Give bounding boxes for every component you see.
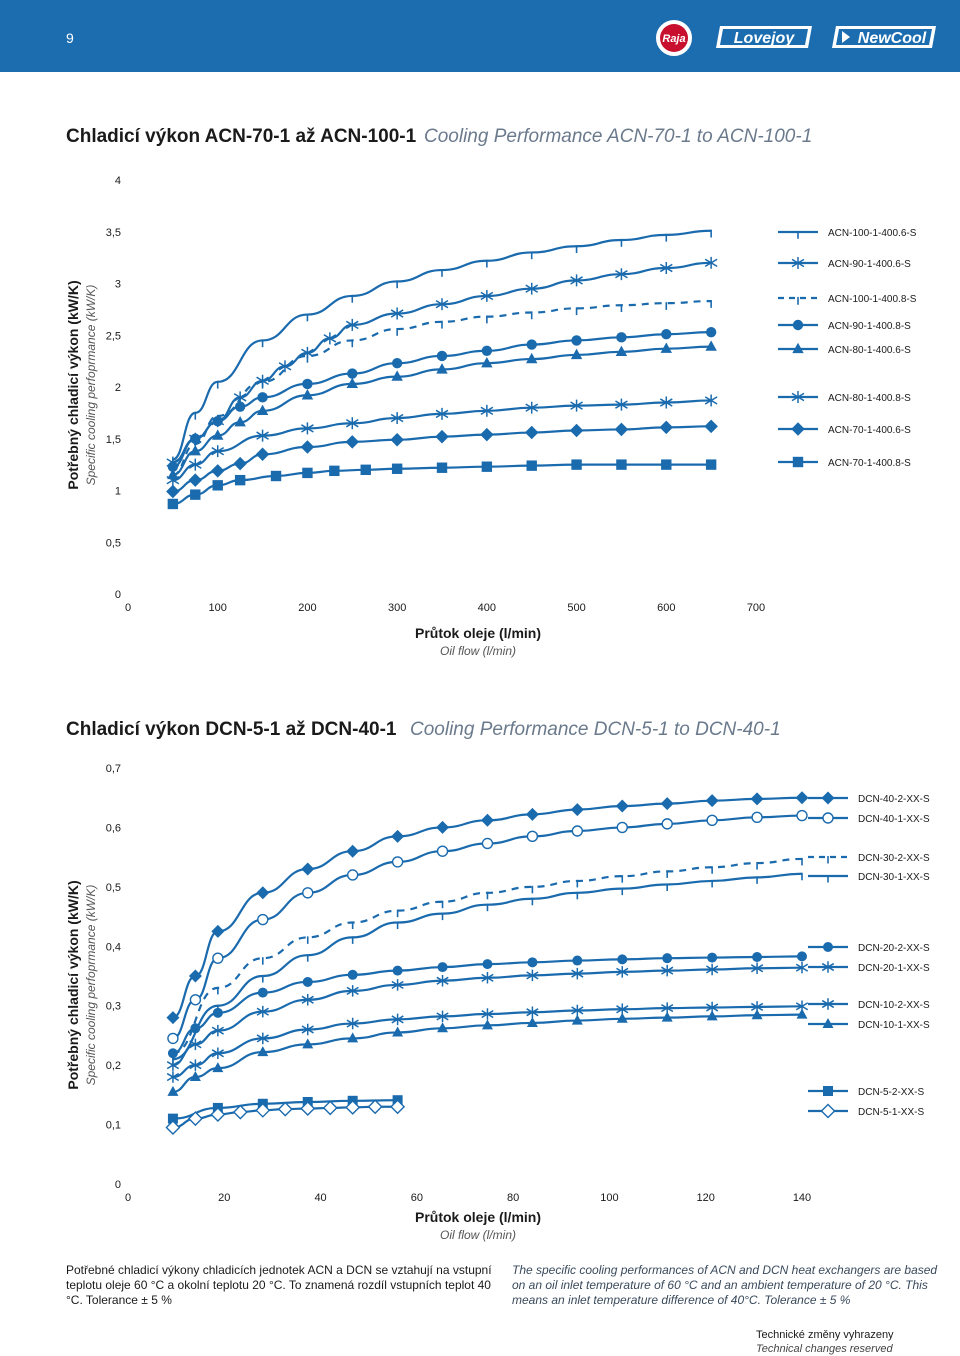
x-tick-label: 60 [410,1192,423,1204]
data-point [481,814,494,827]
legend-label: DCN-40-2-XX-S [858,794,930,805]
x-tick-label: 500 [567,602,586,614]
series-line [173,231,711,460]
data-point [213,416,223,426]
series-DCN-5-1-XX-S [166,1100,404,1134]
legend-item [808,1105,924,1119]
y-tick-label: 3,5 [105,226,121,239]
legend-item [808,813,930,825]
footer-cz: Technické změny vyhrazeny [756,1329,894,1341]
data-point [435,430,449,444]
svg-text:Lovejoy: Lovejoy [733,30,795,47]
chart1-title-en: Cooling Performance ACN-70-1 to ACN-100-1 [424,126,813,147]
data-point [480,428,494,442]
y-tick-label: 0,7 [105,763,121,775]
legend-item [808,792,930,806]
data-point [189,1112,202,1125]
y-tick-label: 3 [114,278,121,291]
data-point [437,351,447,361]
legend-label: ACN-90-1-400.6-S [828,259,911,270]
data-point [369,1100,382,1113]
data-point [303,977,313,987]
data-point [662,953,672,963]
legend-label: ACN-70-1-400.6-S [828,425,911,436]
newcool-logo [830,22,940,50]
y-axis-label-en: Specific cooling perfoprmance (kW/K) [84,884,98,1086]
data-point [346,845,359,858]
legend-marker [823,942,833,952]
data-point [482,838,492,848]
y-tick-label: 0,2 [105,1060,121,1073]
data-point [527,957,537,967]
y-tick-label: 0 [114,1179,121,1191]
legend-marker [822,1105,835,1118]
data-point [213,1008,223,1018]
legend-item [778,320,911,332]
data-point [751,792,764,805]
data-point [346,435,360,449]
series-DCN-20-2-XX-S [168,951,807,1058]
data-point [438,846,448,856]
footer-en: Technical changes reserved [756,1343,893,1355]
legend-label: DCN-30-2-XX-S [858,853,930,864]
legend-label: DCN-20-2-XX-S [858,943,930,954]
legend-label: ACN-100-1-400.8-S [828,294,917,305]
data-point [752,952,762,962]
legend-item [778,294,917,305]
x-tick-label: 200 [298,602,317,614]
svg-text:Raja: Raja [662,33,686,45]
data-point [616,800,629,813]
legend-item [778,228,917,239]
data-point [436,821,449,834]
data-point [616,332,626,342]
x-tick-label: 0 [124,1192,132,1204]
y-tick-label: 0,1 [105,1119,121,1132]
data-point [571,335,581,345]
data-point [256,886,269,899]
svg-text:NewCool: NewCool [857,30,927,47]
data-point [168,499,178,509]
x-tick-label: 40 [314,1192,327,1204]
y-tick-label: 1,5 [105,433,121,446]
data-point [303,888,313,898]
legend-item [778,422,911,436]
x-tick-label: 0 [124,602,132,614]
legend-item [778,391,911,404]
data-point [393,966,403,976]
series-ACN-70-1-400.6-S [166,420,718,499]
legend-label: DCN-10-1-XX-S [858,1020,930,1031]
x-tick-label: 100 [600,1192,619,1204]
data-point [617,954,627,964]
data-point [190,489,200,499]
y-axis-label: Potřebný chladicí výkon (kW/K) [65,280,81,490]
data-point [438,962,448,972]
data-point [235,401,245,411]
y-tick-label: 4 [114,175,121,187]
x-tick-label: 20 [218,1192,231,1204]
lovejoy-logo [716,22,816,50]
legend-label: ACN-80-1-400.6-S [828,345,911,356]
note-cz: Potřebné chladicí výkony chladicích jednotek ACN a DCN se vztahují na vstupní teplotu oleje 60 °C a okolní teplotu 20 °C. To znamená rozdíl vstupních teplot 40 °C. Tolerance ± 5 % [66,1263,492,1307]
data-point [527,460,537,470]
data-point [661,459,671,469]
y-tick-label: 0,3 [105,1000,121,1013]
legend-label: DCN-5-1-XX-S [858,1107,925,1118]
dcn-cooling-chart [0,755,960,1250]
legend-marker [793,320,803,330]
legend-label: ACN-100-1-400.6-S [828,228,917,239]
data-point [271,471,281,481]
series-DCN-10-1-XX-S [167,1009,807,1096]
series-ACN-70-1-400.8-S [168,459,717,509]
data-point [661,329,671,339]
data-point [706,459,716,469]
legend-label: ACN-70-1-400.8-S [828,458,911,469]
legend-item [808,853,930,864]
data-point [302,379,312,389]
legend-item [778,457,911,469]
data-point [527,831,537,841]
data-point [571,459,581,469]
data-point [348,870,358,880]
y-tick-label: 0,4 [105,941,121,954]
legend-label: DCN-20-1-XX-S [858,963,930,974]
x-axis-label-en: Oil flow (l/min) [439,1228,517,1242]
x-axis-label-en: Oil flow (l/min) [439,644,517,658]
data-point [390,433,404,447]
y-tick-label: 0,5 [105,881,121,894]
legend-item [808,998,930,1011]
x-tick-label: 700 [746,602,766,614]
data-point [211,464,225,478]
data-point [258,915,268,925]
data-point [392,358,402,368]
data-point [348,970,358,980]
data-point [347,368,357,378]
legend-item [808,1018,930,1031]
legend-item [778,343,911,356]
legend-item [808,872,930,883]
legend-label: ACN-90-1-400.8-S [828,321,911,332]
data-point [571,803,584,816]
data-point [526,808,539,821]
data-point [616,459,626,469]
legend-marker [793,457,803,467]
legend-label: DCN-40-1-XX-S [858,814,930,825]
y-tick-label: 2,5 [105,330,121,343]
data-point [190,1023,200,1033]
data-point [704,420,718,434]
data-point [190,434,200,444]
data-point [482,461,492,471]
y-axis-label-en: Specific cooling perfoprmance (kW/K) [84,284,98,486]
data-point [233,457,247,471]
x-tick-label: 100 [208,602,227,614]
page-number: 9 [66,30,74,46]
data-point [707,953,717,963]
data-point [189,473,203,487]
data-point [570,424,584,438]
data-point [235,475,245,485]
x-tick-label: 400 [477,602,497,614]
data-point [393,857,403,867]
header-bar [0,0,960,72]
legend-item [808,961,930,974]
data-point [706,794,719,807]
data-point [301,863,314,876]
series-ACN-90-1-400.8-S [168,327,717,472]
data-point [258,988,268,998]
legend-item [778,257,911,270]
data-point [572,956,582,966]
y-tick-label: 2 [114,382,121,394]
data-point [213,953,223,963]
x-tick-label: 120 [696,1192,715,1204]
series-ACN-100-1-400.8-S [173,300,711,482]
data-point [482,959,492,969]
data-point [437,463,447,473]
data-point [482,346,492,356]
data-point [166,485,180,499]
legend-marker [822,792,835,805]
legend-marker [823,813,833,823]
footer [756,1328,894,1356]
data-point [329,466,339,476]
data-point [706,327,716,337]
y-tick-label: 0 [114,589,121,601]
data-point [707,815,717,825]
data-point [662,819,672,829]
raja-logo [652,18,700,46]
legend-item [808,1086,924,1098]
data-point [168,1048,178,1058]
data-point [190,995,200,1005]
data-point [302,468,312,478]
data-point [279,1103,292,1116]
data-point [361,465,371,475]
legend-marker [791,422,805,436]
chart2-title-en: Cooling Performance DCN-5-1 to DCN-40-1 [410,719,781,740]
data-point [257,392,267,402]
data-point [391,830,404,843]
data-point [256,448,270,462]
legend-marker [823,1086,833,1096]
data-point [527,339,537,349]
data-point [213,480,223,490]
data-point [660,421,674,435]
x-tick-label: 600 [657,602,676,614]
data-point [797,951,807,961]
y-axis-label: Potřebný chladicí výkon (kW/K) [65,880,81,1090]
data-point [301,440,315,454]
data-point [324,1101,337,1114]
data-point [525,426,539,440]
x-axis-label: Průtok oleje (l/min) [414,1209,542,1225]
data-point [392,464,402,474]
y-tick-label: 0,6 [105,822,121,835]
legend-label: ACN-80-1-400.8-S [828,393,911,404]
y-tick-label: 1 [114,485,121,498]
chart2-title-cz: Chladicí výkon DCN-5-1 až DCN-40-1 [66,719,397,740]
x-tick-label: 80 [507,1192,520,1204]
chart1-title-cz: Chladicí výkon ACN-70-1 až ACN-100-1 [66,126,417,147]
data-point [796,791,809,804]
acn-cooling-chart [0,160,960,665]
data-point [615,423,629,437]
note-en: The specific cooling performances of ACN and DCN heat exchangers are based on an oil inlet temperature of 60 °C and an ambient temperature of 20 °C. This means an inlet temperature difference of 40°C. Tolerance ± 5 % [512,1263,938,1307]
y-tick-label: 0,5 [105,537,121,550]
data-point [752,812,762,822]
x-tick-label: 300 [387,602,407,614]
x-axis-label: Průtok oleje (l/min) [414,625,542,641]
data-point [661,797,674,810]
x-tick-label: 140 [792,1192,812,1204]
data-point [168,1033,178,1043]
data-point [617,822,627,832]
legend-label: DCN-5-2-XX-S [858,1087,925,1098]
legend-label: DCN-30-1-XX-S [858,872,930,883]
data-point [572,826,582,836]
data-point [797,811,807,821]
legend-item [808,942,930,954]
legend-label: DCN-10-2-XX-S [858,1000,930,1011]
